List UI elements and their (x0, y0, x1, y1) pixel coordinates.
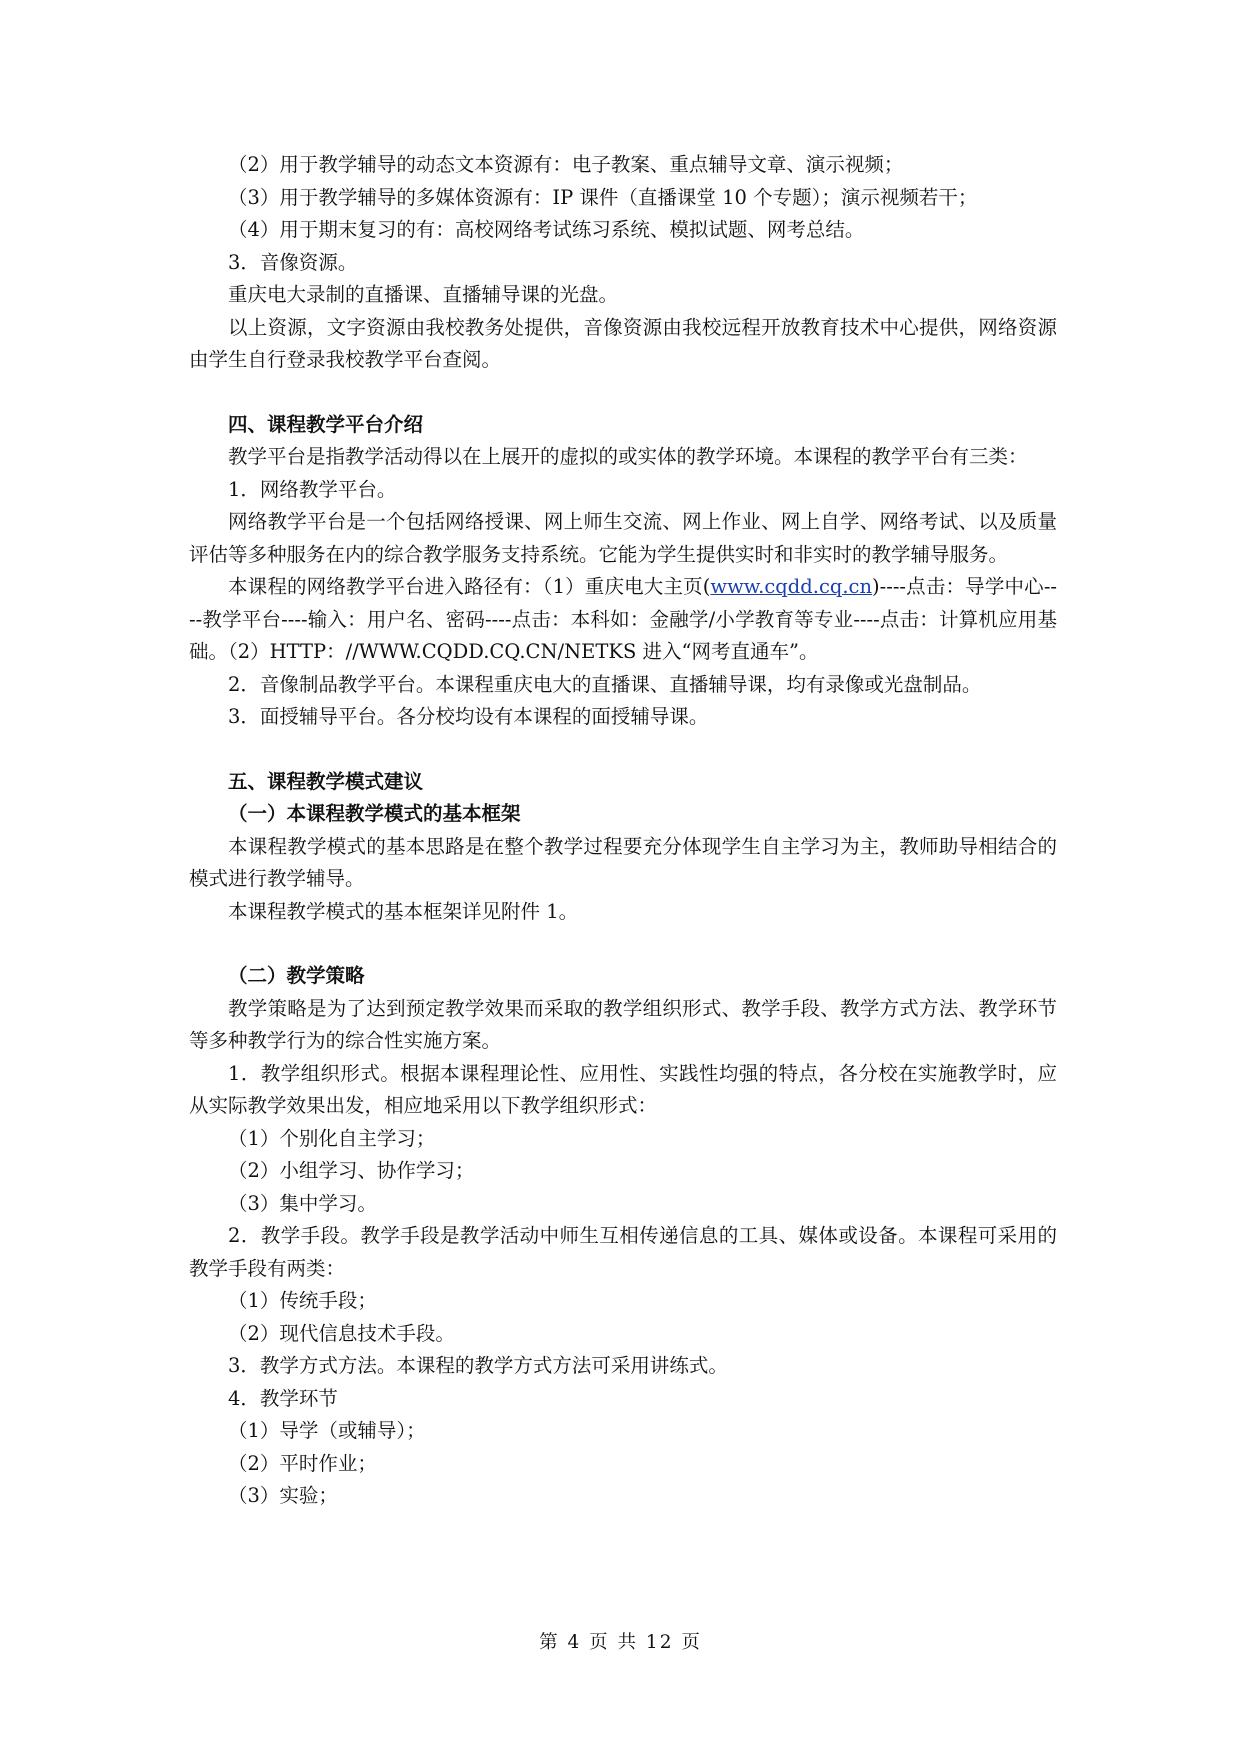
strategy-4: 4．教学环节 (228, 1386, 338, 1410)
section4-intro: 教学平台是指教学活动得以在上展开的虚拟的或实体的教学环境。本课程的教学平台有三类： (228, 445, 1028, 468)
resource-item-2: （2）用于教学辅导的动态文本资源有：电子教案、重点辅导文章、演示视频； (228, 153, 904, 176)
subsection2-intro: 教学策略是为了达到预定教学效果而采取的教学组织形式、教学手段、教学方式方法、教学环节等多种教学行为的综合性实施方案。 (189, 996, 1057, 1052)
section4-heading: 四、课程教学平台介绍 (228, 412, 424, 436)
page-number-footer: 第 4 页 共 12 页 (539, 1632, 702, 1653)
resource-summary: 以上资源，文字资源由我校教务处提供，音像资源由我校远程开放教育技术中心提供，网络资源由学生自行登录我校教学平台查阅。 (189, 315, 1057, 371)
spacer (189, 734, 1057, 766)
subsection2-heading: （二）教学策略 (228, 964, 365, 987)
audio-video-resource-desc: 重庆电大录制的直播课、直播辅导课的光盘。 (228, 283, 619, 306)
platform-item-3: 3．面授辅导平台。各分校均设有本课程的面授辅导课。 (228, 705, 709, 728)
strategy-2: 2．教学手段。教学手段是教学活动中师生互相传递信息的工具、媒体或设备。本课程可采用的教学手段有两类： (189, 1224, 1057, 1280)
strategy-4-item: （2）平时作业； (228, 1451, 377, 1475)
spacer (189, 928, 1057, 960)
resource-item-3: （3）用于教学辅导的多媒体资源有：IP 课件（直播课堂 10 个专题）；演示视频若干； (228, 185, 978, 209)
subsection1-paragraph: 本课程教学模式的基本思路是在整个教学过程要充分体现学生自主学习为主，教师助导相结合的模式进行教学辅导。 (189, 834, 1057, 890)
access-path-text-cont: )----点击：导学中心----教学平台----输入：用户名、密码----点击：本科如：金融学/小学教育等专业----点击：计算机应用基础。（2）HTTP：//WWW.CQDD.CQ.CN/NETKS 进入“网考直通车”。 (189, 575, 1057, 663)
homepage-link[interactable]: www.cqdd.cq.cn (710, 575, 873, 598)
strategy-1-item: （2）小组学习、协作学习； (228, 1159, 475, 1182)
strategy-2-item: （2）现代信息技术手段。 (228, 1321, 455, 1345)
resource-item-4: （4）用于期末复习的有：高校网络考试练习系统、模拟试题、网考总结。 (228, 218, 865, 241)
access-path-text: 本课程的网络教学平台进入路径有：（1）重庆电大主页( (228, 575, 711, 598)
audio-video-resource-title: 3．音像资源。 (228, 250, 358, 274)
strategy-3: 3．教学方式方法。本课程的教学方式方法可采用讲练式。 (228, 1354, 728, 1377)
subsection1-attachment-note: 本课程教学模式的基本框架详见附件 1。 (228, 899, 579, 923)
strategy-1: 1．教学组织形式。根据本课程理论性、应用性、实践性均强的特点，各分校在实施教学时，应从实际教学效果出发，相应地采用以下教学组织形式： (189, 1061, 1057, 1117)
section5-heading: 五、课程教学模式建议 (228, 769, 424, 793)
strategy-1-item: （1）个别化自主学习； (228, 1126, 436, 1150)
strategy-4-item: （3）实验； (228, 1484, 338, 1507)
document-body (189, 149, 1057, 1513)
platform-item-2: 2．音像制品教学平台。本课程重庆电大的直播课、直播辅导课，均有录像或光盘制品。 (228, 672, 982, 696)
strategy-2-item: （1）传统手段； (228, 1289, 377, 1312)
platform-item-1-desc: 网络教学平台是一个包括网络授课、网上师生交流、网上作业、网上自学、网络考试、以及质量评估等多种服务在内的综合教学服务支持系统。它能为学生提供实时和非实时的教学辅导服务。 (189, 510, 1057, 566)
platform-item-1: 1．网络教学平台。 (228, 477, 397, 501)
platform-access-path (189, 571, 1057, 669)
subsection1-heading: （一）本课程教学模式的基本框架 (228, 802, 521, 825)
strategy-4-item: （1）导学（或辅导）； (228, 1419, 426, 1442)
spacer (189, 377, 1057, 409)
strategy-1-item: （3）集中学习。 (228, 1191, 377, 1215)
